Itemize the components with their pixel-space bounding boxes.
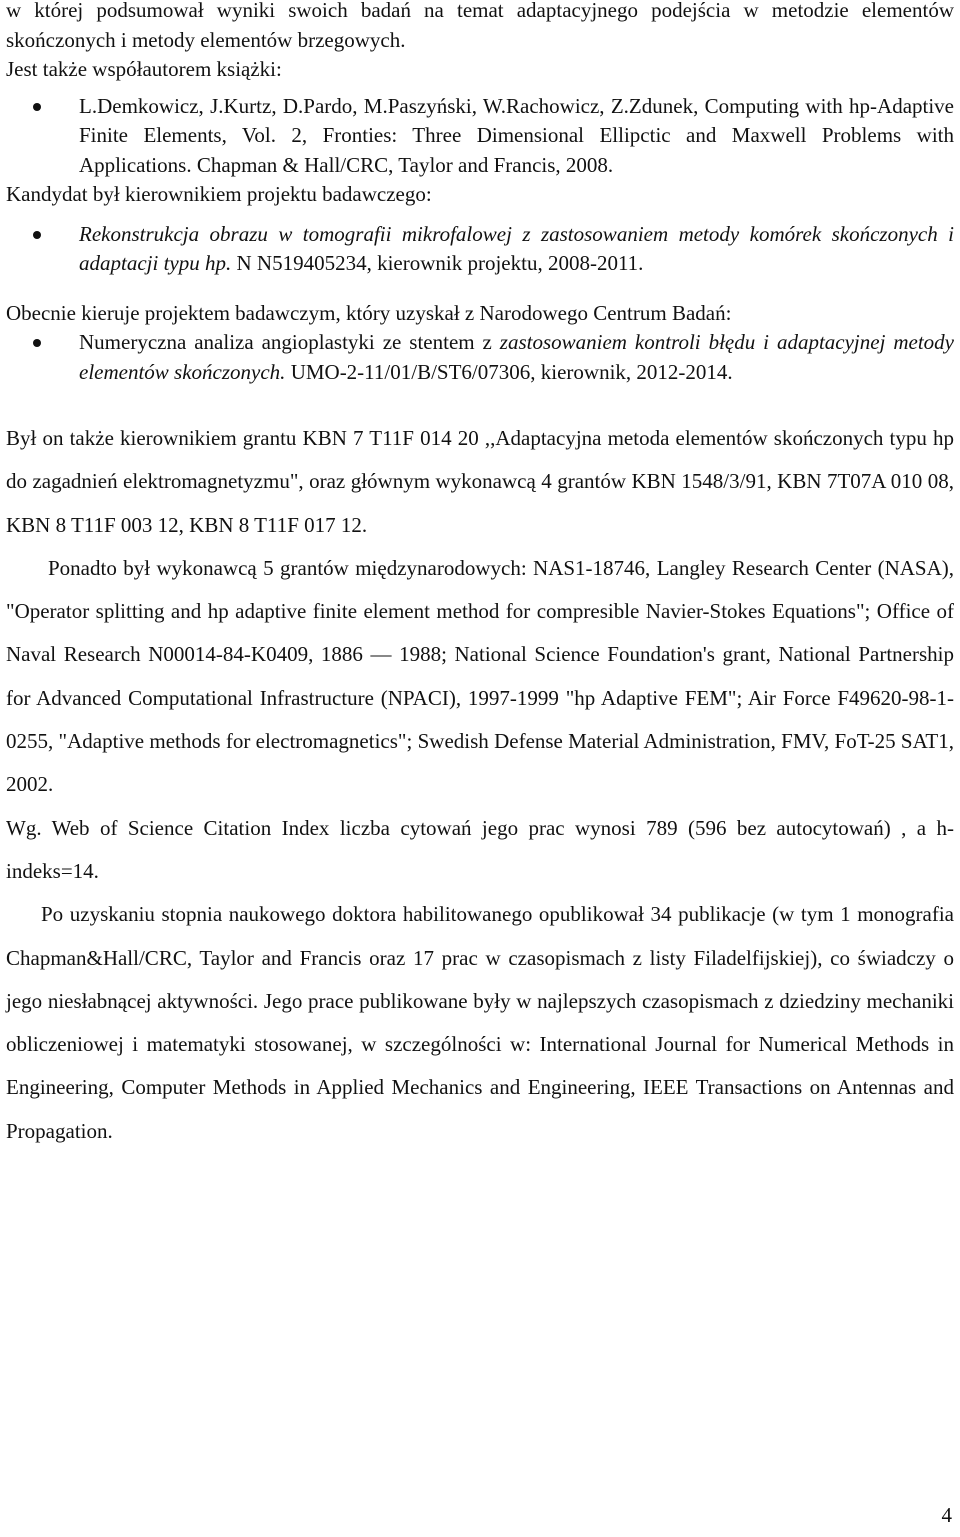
citations-paragraph: Wg. Web of Science Citation Index liczba cytowań jego prac wynosi 789 (596 bez autocytowań) , a h-indeks=14. xyxy=(6,815,954,883)
book-list-item xyxy=(6,92,954,181)
current-project-title-italic: zastosowaniem kontroli błędu i adaptacyjnej metody elementów skończonych. xyxy=(79,330,954,384)
habilitation-paragraph: Po uzyskaniu stopnia naukowego doktora habilitowanego opublikował 34 publikacje (w tym 1 monografia Chapman&Hall/CRC, Taylor and Francis oraz 17 prac w czasopismach z listy Filadelfijskiej), co świadczy o jego niesłabnącej aktywności. Jego prace publikowane były w najlepszych czasopismach z dziedziny mechaniki obliczeniowej i matematyki stosowanej, w szczególności w: International Journal for Numerical Methods in Engineering, Computer Methods in Applied Mechanics and Engineering, IEEE Transactions on Antennas and Propagation. xyxy=(6,902,954,1143)
current-project-heading: Obecnie kieruje projektem badawczym, który uzyskał z Narodowego Centrum Badań: xyxy=(6,300,732,325)
current-project-title-start: Numeryczna analiza angioplastyki ze stentem z xyxy=(79,330,500,354)
bullet-icon xyxy=(33,103,41,111)
project-list-item xyxy=(6,220,954,279)
current-project-details: UMO-2-11/01/B/ST6/07306, kierownik, 2012-2014. xyxy=(285,359,733,384)
project-title: Rekonstrukcja obrazu w tomografii mikrofalowej z zastosowaniem metody komórek skończonych i adaptacji typu hp. xyxy=(79,221,954,275)
page-number: 4 xyxy=(941,1503,952,1527)
document-page xyxy=(6,0,954,1153)
bullet-icon xyxy=(33,339,41,347)
international-grants-paragraph: Ponadto był wykonawcą 5 grantów międzynarodowych: NAS1-18746, Langley Research Center (NASA), "Operator splitting and hp adaptive finite element method for compresible Navier-Stokes Equations"; Office of Naval Research N00014-84-K0409, 1886 — 1988; National Science Foundation's grant, National Partnership for Advanced Computational Infrastructure (NPACI), 1997-1999 "hp Adaptive FEM"; Air Force F49620-98-1-0255, "Adaptive methods for electromagnetics"; Swedish Defense Material Administration, FMV, FoT-25 SAT1, 2002. xyxy=(6,555,954,797)
bullet-icon xyxy=(33,231,41,239)
current-project-list-item xyxy=(6,328,954,387)
book-heading: Jest także współautorem książki: xyxy=(6,57,282,81)
intro-paragraph: w której podsumował wyniki swoich badań na temat adaptacyjnego podejścia w metodzie elementów skończonych i metody elementów brzegowych. xyxy=(6,0,954,52)
kbn-grants-paragraph: Był on także kierownikiem grantu KBN 7 T11F 014 20 ,,Adaptacyjna metoda elementów skończonych typu hp do zagadnień elektromagnetyzmu", oraz głównym wykonawcą 4 grantów KBN 1548/3/91, KBN 7T07A 010 08, KBN 8 T11F 003 12, KBN 8 T11F 017 12. xyxy=(6,426,954,537)
project-details: N N519405234, kierownik projektu, 2008-2011. xyxy=(231,251,644,275)
book-citation: L.Demkowicz, J.Kurtz, D.Pardo, M.Paszyński, W.Rachowicz, Z.Zdunek, Computing with hp-Adaptive Finite Elements, Vol. 2, Fronties: Three Dimensional Ellipctic and Maxwell Problems with Applications. Chapman & Hall/CRC, Taylor and Francis, 2008. xyxy=(79,93,954,177)
project-heading: Kandydat był kierownikiem projektu badawczego: xyxy=(6,182,432,206)
